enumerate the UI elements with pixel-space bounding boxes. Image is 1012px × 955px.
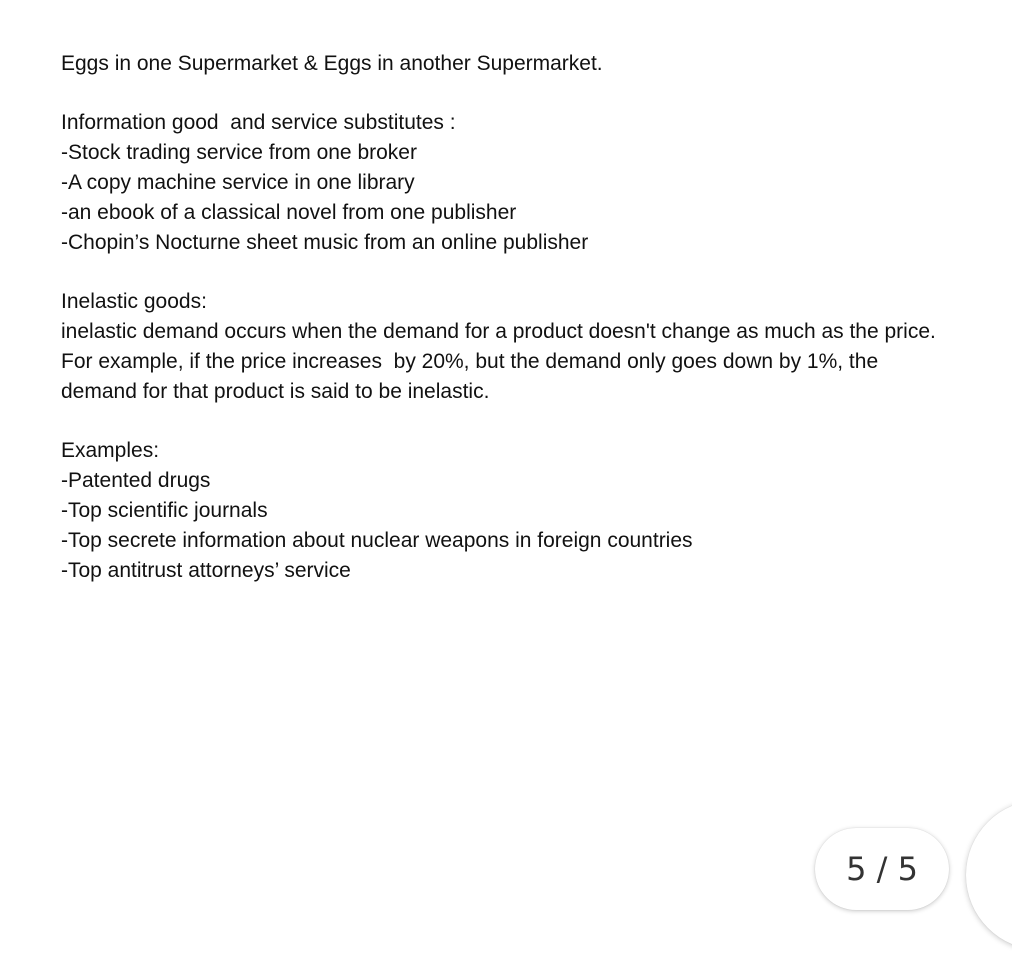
paragraph-gap	[61, 407, 1006, 436]
list-item: -Top scientific journals	[61, 499, 268, 522]
heading-information-goods: Information good and service substitutes :	[61, 111, 456, 134]
list-item: -Patented drugs	[61, 469, 211, 492]
heading-examples: Examples:	[61, 439, 160, 462]
list-item: -Stock trading service from one broker	[61, 141, 417, 164]
list-item: -an ebook of a classical novel from one publisher	[61, 201, 517, 224]
page-indicator-label: 5 / 5	[846, 850, 918, 888]
paragraph-information-goods	[61, 108, 1006, 258]
document-page	[61, 49, 1006, 586]
paragraph-examples	[61, 436, 1006, 586]
list-item: -Chopin’s Nocturne sheet music from an online publisher	[61, 231, 589, 254]
paragraph-gap	[61, 258, 1006, 287]
paragraph-gap	[61, 79, 1006, 108]
text-line: For example, if the price increases by 20%, but the demand only goes down by 1%, the	[61, 350, 879, 373]
heading-inelastic-goods: Inelastic goods:	[61, 290, 207, 313]
paragraph-eggs	[61, 49, 1006, 79]
paragraph-inelastic-goods	[61, 287, 1006, 407]
list-item: -A copy machine service in one library	[61, 171, 415, 194]
list-item: -Top antitrust attorneys’ service	[61, 559, 351, 582]
text-line: inelastic demand occurs when the demand for a product doesn't change as much as the price.	[61, 320, 936, 343]
list-item: -Top secrete information about nuclear weapons in foreign countries	[61, 529, 693, 552]
text-line: demand for that product is said to be inelastic.	[61, 380, 490, 403]
page-indicator	[815, 828, 949, 910]
floating-action-button[interactable]	[966, 800, 1012, 950]
text-line: Eggs in one Supermarket & Eggs in another Supermarket.	[61, 52, 603, 75]
